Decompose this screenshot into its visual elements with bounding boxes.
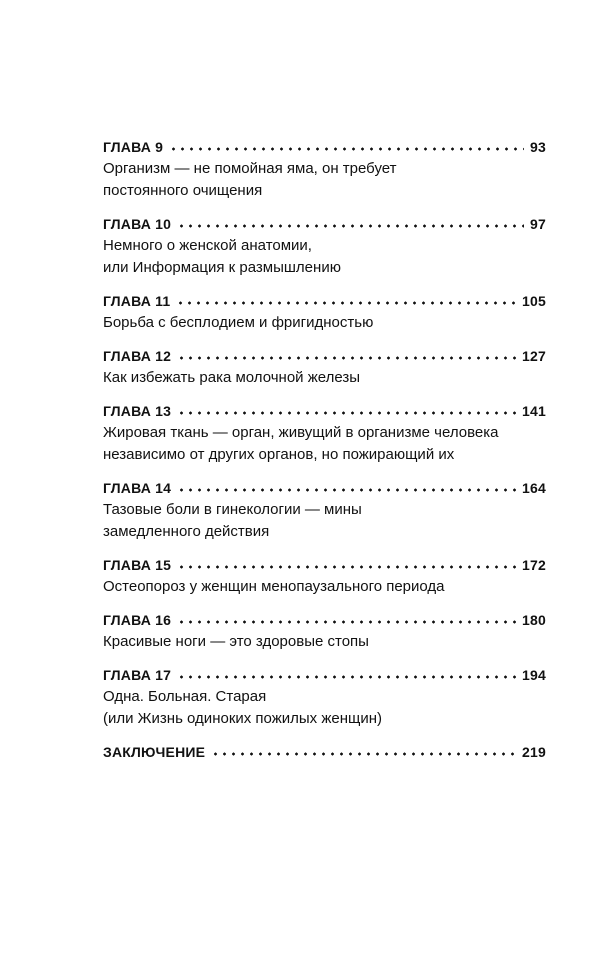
dot-leader [177,675,516,679]
chapter-title-line: Жировая ткань — орган, живущий в организме человека [103,424,499,441]
chapter-label: ГЛАВА 12 [103,348,172,364]
chapter-title-line: или Информация к размышлению [103,259,341,276]
toc-entry-chapter-9[interactable] [103,136,546,202]
chapter-title-line: Красивые ноги — это здоровые стопы [103,633,369,650]
toc-entry-header [103,609,546,631]
toc-entry-header [103,213,546,235]
toc-entry-chapter-11[interactable] [103,290,546,334]
dot-leader [177,620,516,624]
toc-entry-chapter-14[interactable] [103,477,546,543]
chapter-label: ГЛАВА 17 [103,667,172,683]
chapter-title-line: Борьба с бесплодием и фригидностью [103,314,374,331]
chapter-label: ГЛАВА 10 [103,216,172,232]
chapter-title-line: замедленного действия [103,523,270,540]
dot-leader [177,488,516,492]
toc-entry-header [103,554,546,576]
page-number: 180 [522,612,546,628]
chapter-title-line: Организм — не помойная яма, он требует [103,160,397,177]
toc-entry-chapter-16[interactable] [103,609,546,653]
toc-entry-chapter-17[interactable] [103,664,546,730]
chapter-label: ГЛАВА 14 [103,480,172,496]
chapter-label: ГЛАВА 15 [103,557,172,573]
dot-leader [211,752,516,756]
chapter-title-line: Тазовые боли в гинекологии — мины [103,501,362,518]
toc-entry-header [103,136,546,158]
toc-entry-header [103,477,546,499]
chapter-title-line: постоянного очищения [103,182,263,199]
table-of-contents [103,136,546,763]
chapter-title-line: Одна. Больная. Старая [103,688,267,705]
dot-leader [177,224,524,228]
page-number: 141 [522,403,546,419]
dot-leader [169,147,524,151]
page-number: 127 [522,348,546,364]
chapter-title-line: (или Жизнь одиноких пожилых женщин) [103,710,382,727]
toc-entry-header [103,400,546,422]
dot-leader [177,411,516,415]
page-number: 164 [522,480,546,496]
page-number: 172 [522,557,546,573]
page-number: 219 [522,744,546,760]
chapter-label: ГЛАВА 9 [103,139,164,155]
chapter-title-line: независимо от других органов, но пожирающий их [103,446,455,463]
toc-entry-chapter-15[interactable] [103,554,546,598]
chapter-title-line: Немного о женской анатомии, [103,237,312,254]
toc-entry-conclusion[interactable] [103,741,546,763]
page-number: 97 [530,216,546,232]
toc-entry-header [103,345,546,367]
dot-leader [177,356,516,360]
chapter-title-line: Остеопороз у женщин менопаузального периода [103,578,445,595]
chapter-label: ГЛАВА 11 [103,293,171,309]
dot-leader [177,565,516,569]
toc-entry-chapter-10[interactable] [103,213,546,279]
page-number: 105 [522,293,546,309]
chapter-label: ГЛАВА 13 [103,403,172,419]
chapter-label: ГЛАВА 16 [103,612,172,628]
dot-leader [176,301,516,305]
toc-entry-chapter-12[interactable] [103,345,546,389]
toc-entry-header [103,741,546,763]
toc-entry-header [103,664,546,686]
toc-entry-header [103,290,546,312]
page-number: 93 [530,139,546,155]
page-number: 194 [522,667,546,683]
chapter-title-line: Как избежать рака молочной железы [103,369,361,386]
toc-entry-chapter-13[interactable] [103,400,546,466]
chapter-label: ЗАКЛЮЧЕНИЕ [103,744,206,760]
